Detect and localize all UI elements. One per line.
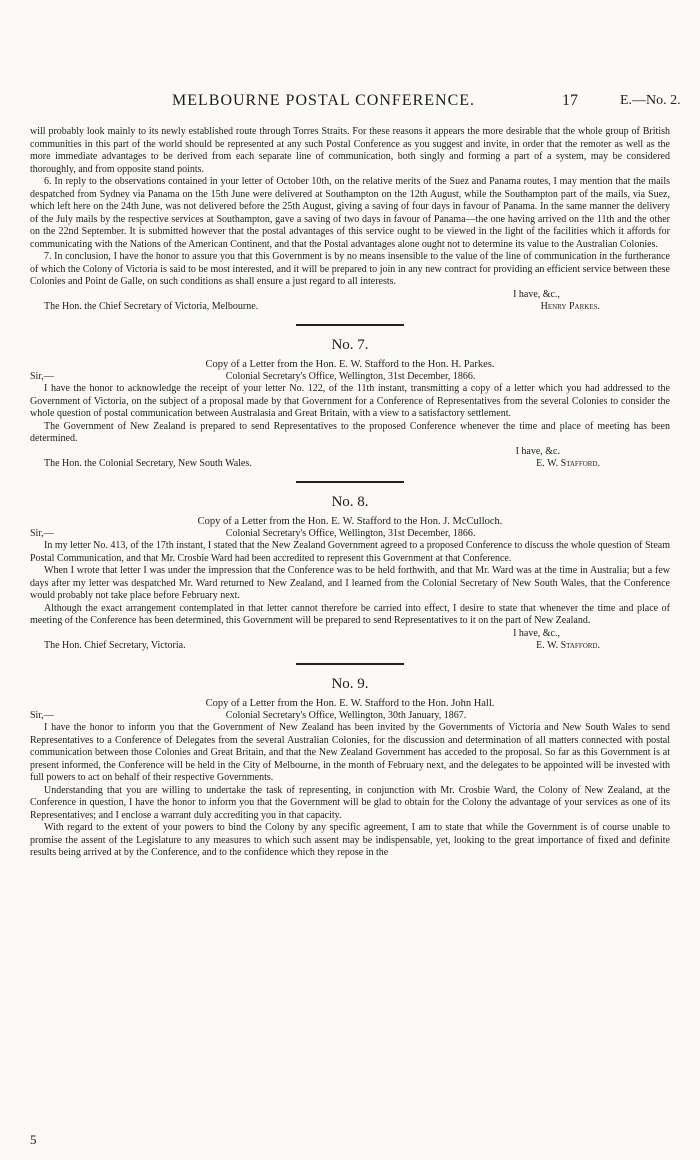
letter-paragraph: When I wrote that letter I was under the impression that the Conference was to be held forthwith, and that Mr. Ward was at the time in Australia; but a few days after my letter was despatched Mr. Ward returned to New Zealand, and I learned from the Colonial Secretary of New South Wales, that the Conference would probably not take place before February next. bbox=[30, 565, 670, 601]
addressee: The Hon. the Colonial Secretary, New South Wales. bbox=[44, 458, 252, 469]
signatory: E. W. Stafford. bbox=[536, 640, 600, 651]
addressee: The Hon. Chief Secretary, Victoria. bbox=[44, 640, 186, 651]
signatory: Henry Parkes. bbox=[540, 301, 600, 312]
letter-paragraph: I have the honor to acknowledge the receipt of your letter No. 122, of the 11th instant, transmitting a copy of a letter which you had addressed to the Government of Victoria, on the subject of a proposal made by that Government for a Conference of Representatives from the several Colonies to consider the whole question of postal communication between Australasia and Great Britain, with a view to a satisfactory settlement. bbox=[30, 383, 670, 419]
document-reference: E.—No. 2. bbox=[620, 93, 681, 108]
section-rule bbox=[296, 663, 404, 665]
intro-paragraph: 7. In conclusion, I have the honor to assure you that this Government is by no means insensible to the value of the line of communication in the furtherance of which the Colony of Victoria is said to be most interested, and it will be prepared to join in any new contract for providing an efficient service between these Colonies and Point de Galle, on such conditions as shall ensure a just regard to all interests. bbox=[30, 251, 670, 287]
sender-address: Colonial Secretary's Office, Wellington, 31st December, 1866. bbox=[225, 370, 476, 382]
closing-line: I have, &c. bbox=[515, 445, 560, 457]
letter-header-row bbox=[30, 371, 670, 384]
letter-caption: Copy of a Letter from the Hon. E. W. Stafford to the Hon. H. Parkes. bbox=[205, 358, 495, 370]
page-body bbox=[30, 126, 670, 860]
letter-heading: No. 9. bbox=[331, 675, 369, 692]
printer-signature-mark: 5 bbox=[30, 1132, 37, 1147]
sender-address: Colonial Secretary's Office, Wellington, 30th January, 1867. bbox=[225, 709, 467, 721]
signatory: E. W. Stafford. bbox=[536, 458, 600, 469]
letter-caption: Copy of a Letter from the Hon. E. W. Stafford to the Hon. John Hall. bbox=[205, 697, 495, 709]
letter-paragraph: In my letter No. 413, of the 17th instant, I stated that the New Zealand Government agreed to a proposed Conference to discuss the whole question of Steam Postal Communication, and that Mr. Crosbie Ward had been accredited to represent this Government at that Conference. bbox=[30, 540, 670, 564]
closing-row bbox=[30, 301, 670, 314]
letter-section bbox=[30, 675, 670, 860]
letter-paragraph: Understanding that you are willing to undertake the task of representing, in conjunction with Mr. Crosbie Ward, the Colony of New Zealand, at the Conference in question, I have the honor to inform you that the Government will be glad to obtain for the Colony the advantage of your services as one of its Representatives; and I enclose a warrant duly accrediting you in that capacity. bbox=[30, 784, 670, 821]
addressee: The Hon. the Chief Secretary of Victoria, Melbourne. bbox=[44, 301, 259, 312]
section-rule bbox=[296, 481, 404, 483]
letter-paragraph: Although the exact arrangement contemplated in that letter cannot therefore be carried into effect, I desire to state that whenever the time and place of meeting of the Conference has been determined, this Government will be prepared to send Representatives to it on the part of New Zealand. bbox=[30, 602, 670, 626]
letter-heading: No. 7. bbox=[331, 336, 369, 353]
salutation: Sir,— bbox=[30, 370, 54, 382]
letter-heading: No. 8. bbox=[331, 493, 369, 510]
letter-header-row bbox=[30, 528, 670, 541]
closing-row bbox=[30, 640, 670, 653]
closing-line: I have, &c., bbox=[513, 288, 560, 300]
letter-paragraph: With regard to the extent of your powers to bind the Colony by any specific agreement, I am to state that while the Government is of course unable to promise the assent of the Legislature to any measures to which such assent may be indispensable, yet, looking to the great importance of fixed and definite results being arrived at by the Conference, and to the confidence which they repose in the bbox=[30, 822, 670, 858]
letter-caption: Copy of a Letter from the Hon. E. W. Stafford to the Hon. J. McCulloch. bbox=[197, 515, 503, 527]
intro-paragraph: 6. In reply to the observations contained in your letter of October 10th, on the relative merits of the Suez and Panama routes, I may mention that the mails despatched from Sydney via Panama on the 15th June were delivered at Southampton on the 12th August, while the Southampton part of the mails, via Suez, which left here on the 24th June, was not delivered before the 25th August, giving a saving of four days in favour of Panama. In the same manner the delivery of the July mails by the respective services at Southampton, gave a saving of two days in favour of Panama—the one having arrived on the 11th and the other on the 22nd September. It is submitted however that the postal advantages of this service ought to be viewed in the light of the facilities which it affords for communicating with the Nations of the American Continent, and that the Postal advantages alone ought not to determine its value to the Australian Colonies. bbox=[30, 176, 670, 250]
closing-row bbox=[30, 458, 670, 471]
running-header bbox=[0, 92, 700, 112]
letter-paragraph: The Government of New Zealand is prepared to send Representatives to the proposed Conference whenever the time and place of meeting has been determined. bbox=[30, 420, 670, 444]
letter-section bbox=[30, 336, 670, 471]
letter-header-row bbox=[30, 710, 670, 723]
letter-section bbox=[30, 493, 670, 653]
intro-paragraph: will probably look mainly to its newly established route through Torres Straits. For these reasons it appears the more desirable that the whole group of British communities in this part of the world should be represented at any such Postal Conference as you suggest and invite, in order that the remoter as well as the more immediate advantages to be derived from each separate line of communication, both singly and forming a part of a system, may be considered thoroughly, and from opposite stand points. bbox=[30, 126, 670, 175]
section-rule bbox=[296, 324, 404, 326]
salutation: Sir,— bbox=[30, 709, 54, 721]
closing-line: I have, &c., bbox=[513, 627, 560, 639]
sender-address: Colonial Secretary's Office, Wellington, 31st December, 1866. bbox=[225, 527, 476, 539]
salutation: Sir,— bbox=[30, 527, 54, 539]
letter-paragraph: I have the honor to inform you that the Government of New Zealand has been invited by the Governments of Victoria and New South Wales to send Representatives to a Conference of Delegates from the several Australian Colonies, for the discussion and determination of all matters connected with postal communication between those Colonies and Great Britain, and that the New Zealand Government has acceded to the proposal. So far as this Government is at present informed, the Conference will be held in the City of Melbourne, in the month of February next, and the delegates to be appointed will be invested with full powers to act on behalf of their respective Governments. bbox=[30, 722, 670, 783]
page-number: 17 bbox=[562, 92, 578, 109]
page-title: MELBOURNE POSTAL CONFERENCE. bbox=[172, 92, 476, 109]
